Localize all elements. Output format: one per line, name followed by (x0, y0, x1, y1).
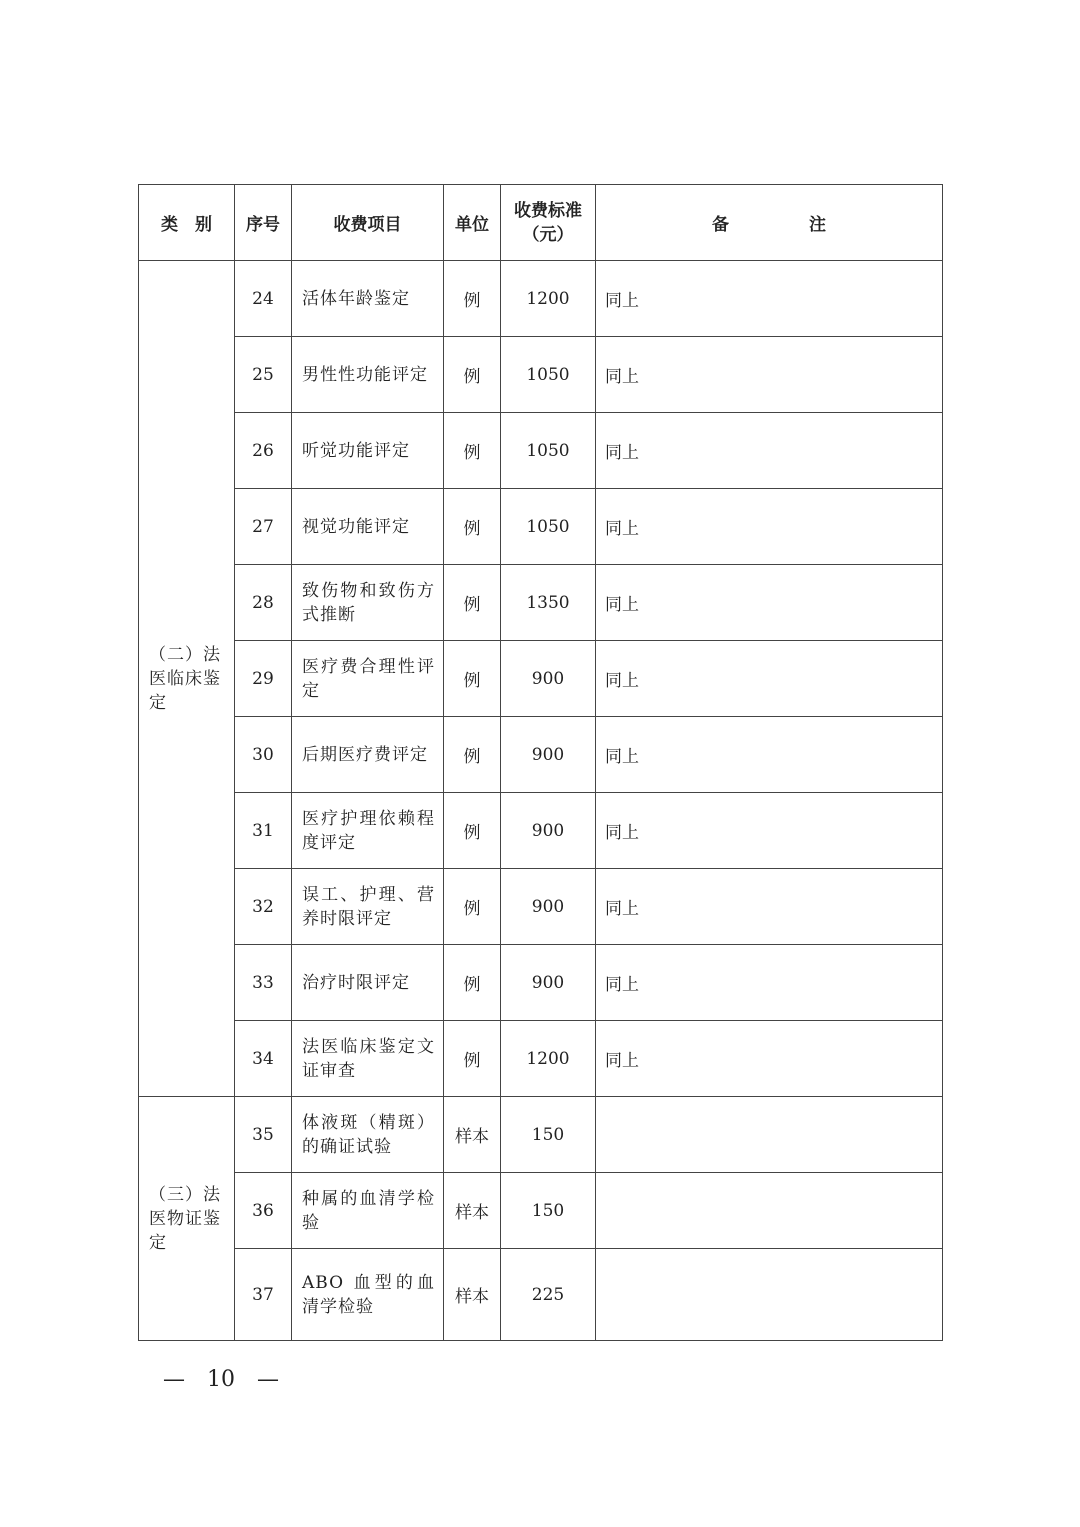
item-cell: 致伤物和致伤方式推断 (292, 565, 444, 641)
header-category: 类 别 (139, 185, 235, 261)
header-note (596, 185, 943, 261)
seq-cell: 25 (235, 337, 292, 413)
item-cell: 治疗时限评定 (292, 945, 444, 1021)
fee-cell: 900 (501, 717, 596, 793)
note-cell: 同上 (596, 945, 943, 1021)
unit-cell: 例 (444, 261, 501, 337)
header-fee-line2: （元） (522, 224, 574, 245)
seq-cell: 36 (235, 1173, 292, 1249)
unit-cell: 样本 (444, 1097, 501, 1173)
note-cell: 同上 (596, 565, 943, 641)
note-cell: 同上 (596, 641, 943, 717)
table-row (139, 869, 943, 945)
table-row (139, 945, 943, 1021)
seq-cell: 30 (235, 717, 292, 793)
note-cell: 同上 (596, 413, 943, 489)
table-row (139, 565, 943, 641)
header-unit: 单位 (444, 185, 501, 261)
unit-cell: 例 (444, 869, 501, 945)
page-number: — 10 — (163, 1367, 279, 1392)
table-row (139, 413, 943, 489)
fee-cell: 225 (501, 1249, 596, 1341)
unit-cell: 例 (444, 1021, 501, 1097)
header-note-b: 注 (809, 215, 826, 235)
item-cell: 法医临床鉴定文证审查 (292, 1021, 444, 1097)
unit-cell: 样本 (444, 1173, 501, 1249)
unit-cell: 例 (444, 945, 501, 1021)
table-row (139, 337, 943, 413)
fee-cell: 1050 (501, 413, 596, 489)
unit-cell: 例 (444, 793, 501, 869)
item-cell: 男性性功能评定 (292, 337, 444, 413)
category-cell: （二）法医临床鉴定 (139, 261, 235, 1097)
seq-cell: 24 (235, 261, 292, 337)
table-row (139, 261, 943, 337)
unit-cell: 例 (444, 489, 501, 565)
item-cell: 误工、护理、营养时限评定 (292, 869, 444, 945)
note-cell: 同上 (596, 793, 943, 869)
unit-cell: 例 (444, 641, 501, 717)
fee-cell: 1200 (501, 261, 596, 337)
fee-table (138, 184, 943, 1341)
unit-cell: 例 (444, 337, 501, 413)
note-cell: 同上 (596, 261, 943, 337)
note-cell (596, 1173, 943, 1249)
category-cell: （三）法医物证鉴定 (139, 1097, 235, 1341)
header-item: 收费项目 (292, 185, 444, 261)
note-cell: 同上 (596, 717, 943, 793)
header-note-a: 备 (712, 215, 729, 235)
fee-cell: 150 (501, 1097, 596, 1173)
seq-cell: 29 (235, 641, 292, 717)
table-row (139, 641, 943, 717)
item-cell: 医疗费合理性评定 (292, 641, 444, 717)
seq-cell: 28 (235, 565, 292, 641)
table-row (139, 1021, 943, 1097)
note-cell (596, 1097, 943, 1173)
item-cell: 种属的血清学检验 (292, 1173, 444, 1249)
unit-cell: 样本 (444, 1249, 501, 1341)
item-cell: 医疗护理依赖程度评定 (292, 793, 444, 869)
item-cell: 听觉功能评定 (292, 413, 444, 489)
fee-cell: 900 (501, 793, 596, 869)
table-row (139, 793, 943, 869)
fee-cell: 1350 (501, 565, 596, 641)
fee-cell: 900 (501, 869, 596, 945)
item-cell: 活体年龄鉴定 (292, 261, 444, 337)
fee-cell: 150 (501, 1173, 596, 1249)
header-fee-line1: 收费标准 (514, 200, 582, 221)
unit-cell: 例 (444, 565, 501, 641)
seq-cell: 37 (235, 1249, 292, 1341)
note-cell (596, 1249, 943, 1341)
table-row (139, 1249, 943, 1341)
seq-cell: 34 (235, 1021, 292, 1097)
seq-cell: 33 (235, 945, 292, 1021)
item-cell: 后期医疗费评定 (292, 717, 444, 793)
fee-cell: 1050 (501, 489, 596, 565)
fee-cell: 900 (501, 945, 596, 1021)
header-seq: 序号 (235, 185, 292, 261)
fee-cell: 1050 (501, 337, 596, 413)
seq-cell: 26 (235, 413, 292, 489)
seq-cell: 31 (235, 793, 292, 869)
seq-cell: 27 (235, 489, 292, 565)
fee-cell: 1200 (501, 1021, 596, 1097)
fee-cell: 900 (501, 641, 596, 717)
item-cell: ABO 血型的血清学检验 (292, 1249, 444, 1341)
seq-cell: 35 (235, 1097, 292, 1173)
note-cell: 同上 (596, 1021, 943, 1097)
item-cell: 视觉功能评定 (292, 489, 444, 565)
header-fee (501, 185, 596, 261)
table-row (139, 717, 943, 793)
item-cell: 体液斑（精斑）的确证试验 (292, 1097, 444, 1173)
note-cell: 同上 (596, 869, 943, 945)
unit-cell: 例 (444, 717, 501, 793)
table-row (139, 489, 943, 565)
table-row (139, 1097, 943, 1173)
note-cell: 同上 (596, 337, 943, 413)
note-cell: 同上 (596, 489, 943, 565)
unit-cell: 例 (444, 413, 501, 489)
seq-cell: 32 (235, 869, 292, 945)
table-header-row (139, 185, 943, 261)
table-row (139, 1173, 943, 1249)
